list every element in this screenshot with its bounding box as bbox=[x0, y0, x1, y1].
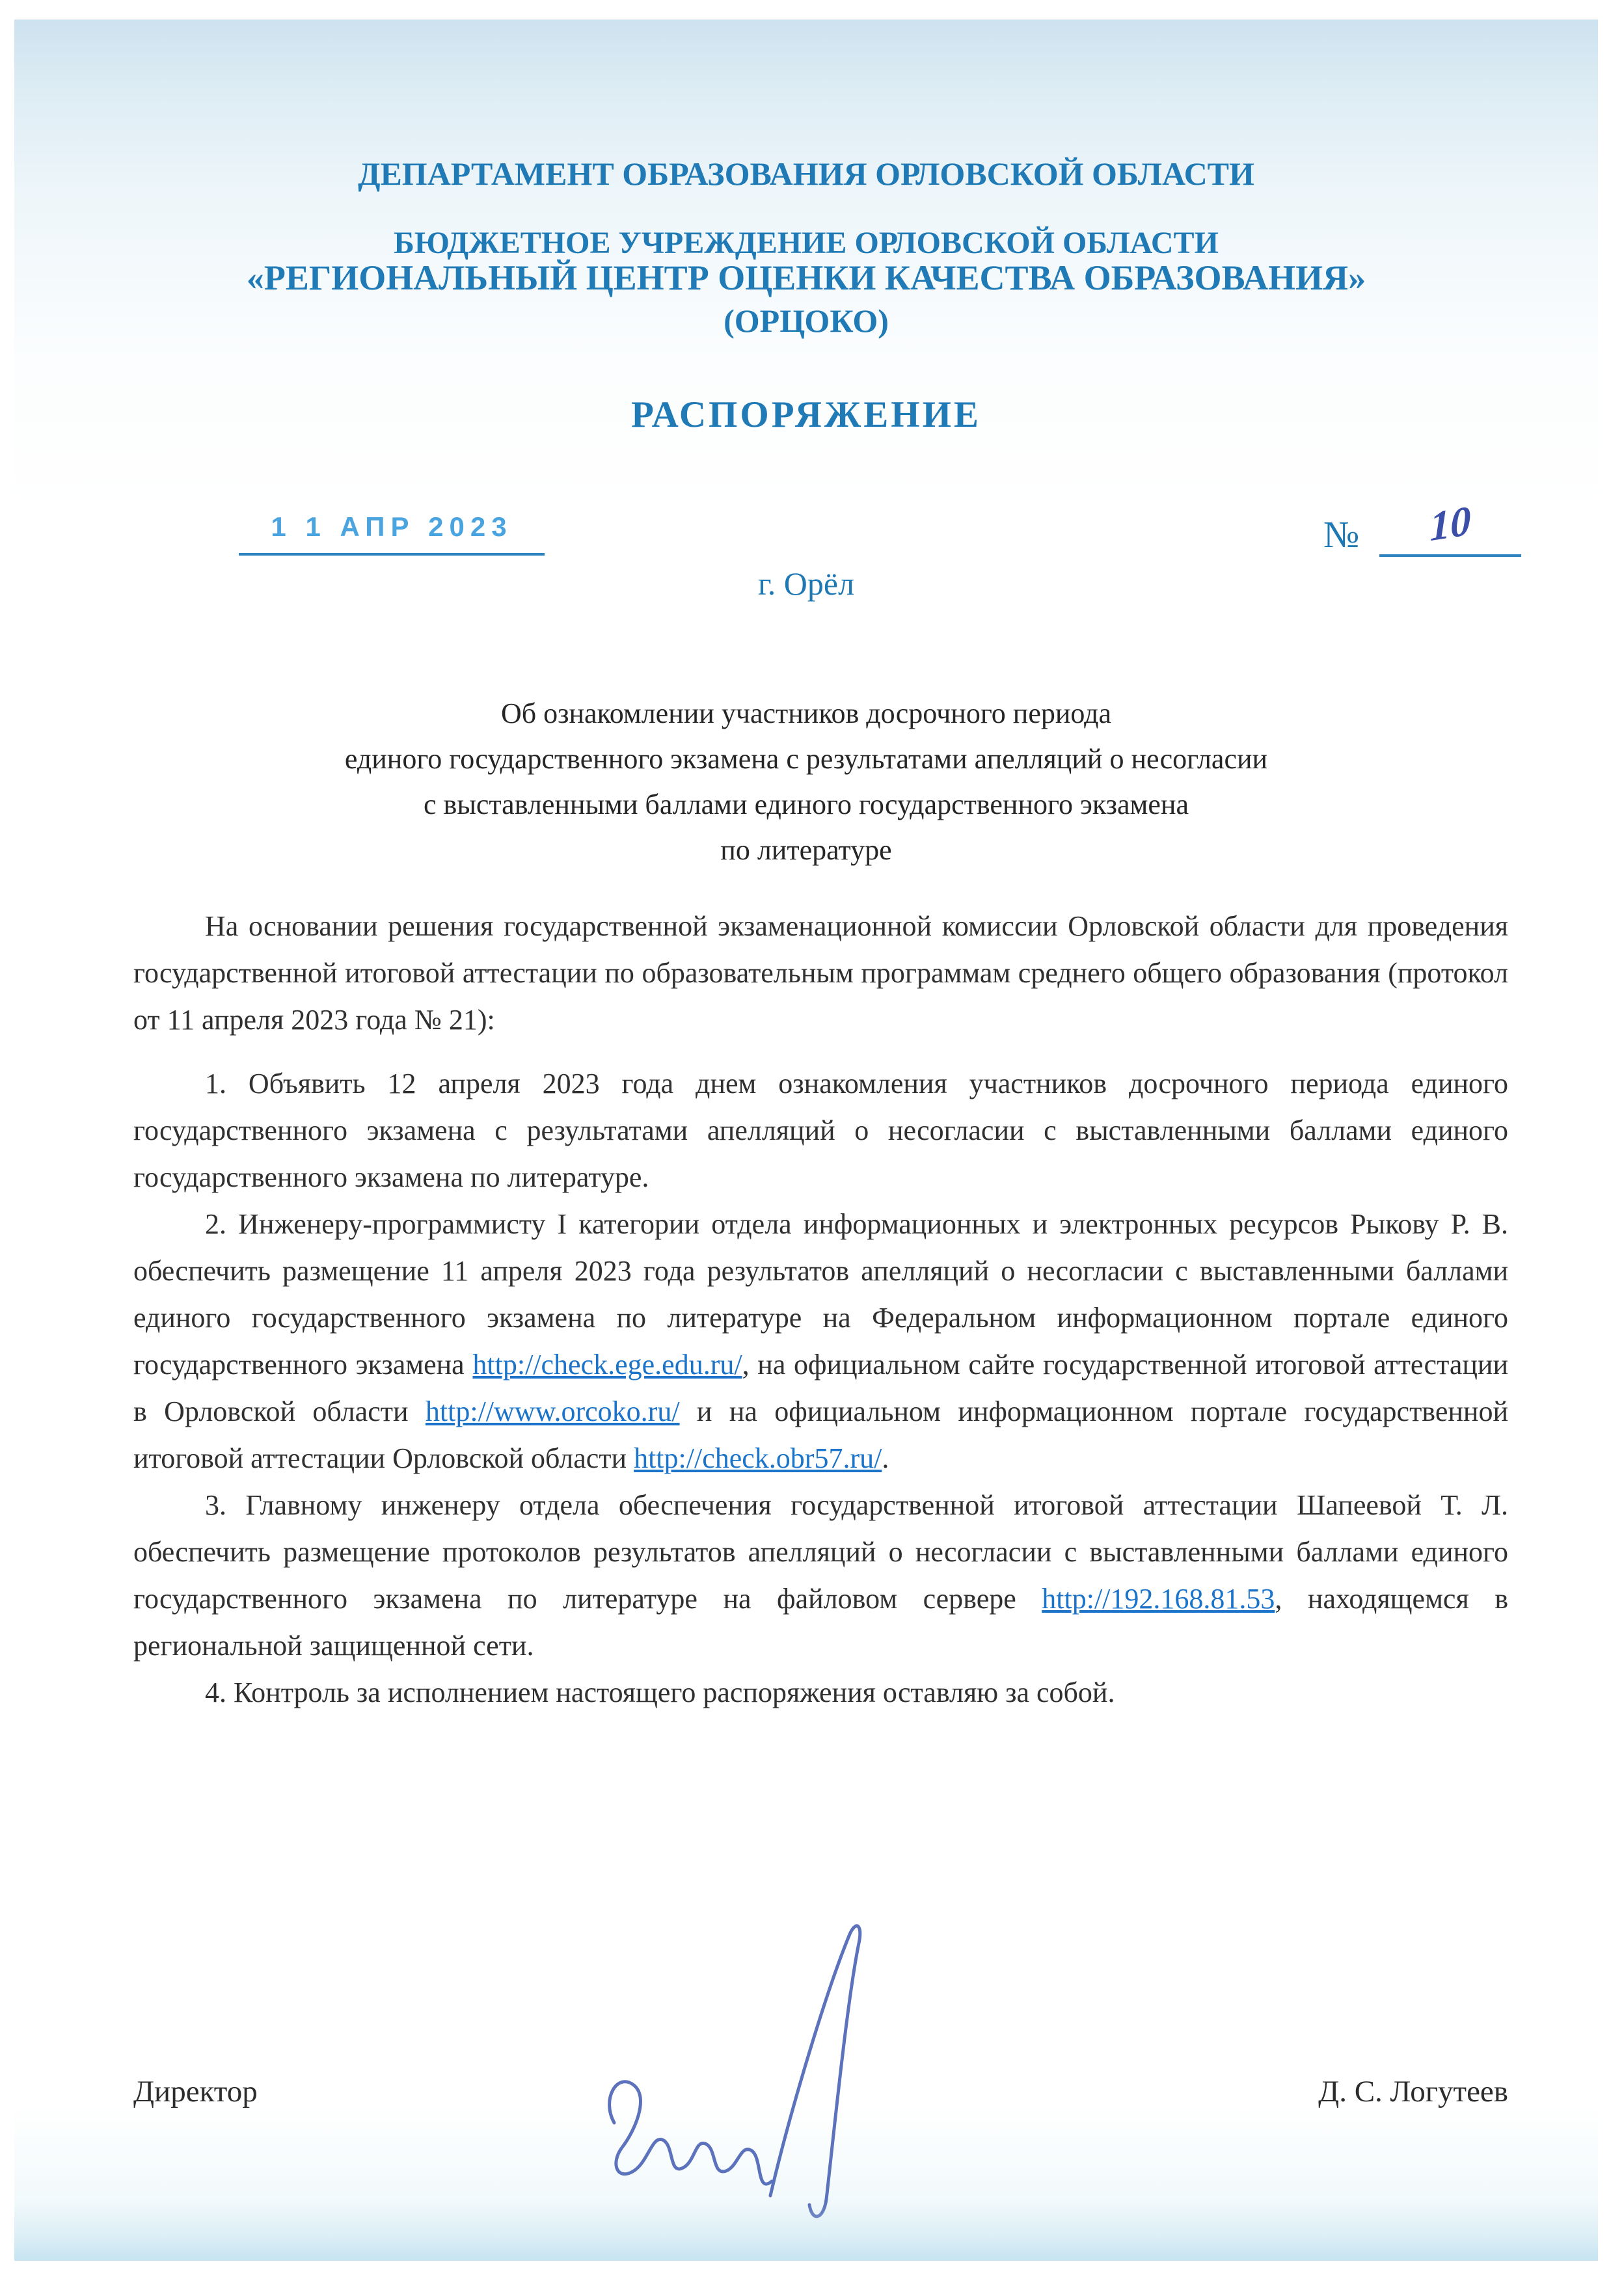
order-item-1: 1. Объявить 12 апреля 2023 года днем ознакомления участников досрочного периода единого государственного экзамена с результатами апелляций о несогласии с выставленными баллами единого государственного экзамена по литературе. bbox=[133, 1068, 1508, 1193]
title-line: с выставленными баллами единого государственного экзамена bbox=[424, 788, 1189, 820]
order-item-3-text: 3. Главному инженеру отдела обеспечения государственной итоговой аттестации Шапеевой Т. Л. обеспечить размещение протоколов результатов апелляций о несогласии с выставленными баллами единого государственного экзамена по литературе на файловом сервере bbox=[133, 1489, 1508, 1615]
document-body bbox=[133, 903, 1508, 1716]
signatory-role: Директор bbox=[133, 2075, 258, 2108]
scan-artifact-band bbox=[14, 2202, 1598, 2261]
order-item-3-text: , находящемся в региональной защищенной сети. bbox=[133, 1583, 1508, 1662]
order-item-2-text: и на официальном информационном портале государственной итоговой аттестации Орловской области bbox=[133, 1395, 1508, 1474]
link-orcoko-ru[interactable]: http://www.orcoko.ru/ bbox=[425, 1395, 680, 1427]
org-department-title: ДЕПАРТАМЕНТ ОБРАЗОВАНИЯ ОРЛОВСКОЙ ОБЛАСТИ bbox=[358, 155, 1254, 192]
link-check-obr57-ru[interactable]: http://check.obr57.ru/ bbox=[634, 1442, 882, 1474]
document-title bbox=[14, 691, 1598, 873]
document-number-handwritten: 10 bbox=[1429, 496, 1472, 550]
document-number-field bbox=[1379, 496, 1521, 557]
link-file-server-ip[interactable]: http://192.168.81.53 bbox=[1042, 1583, 1275, 1615]
title-line: единого государственного экзамена с результатами апелляций о несогласии bbox=[344, 743, 1268, 775]
signature-row bbox=[133, 2074, 1508, 2109]
order-item-4: 4. Контроль за исполнением настоящего распоряжения оставляю за собой. bbox=[205, 1677, 1115, 1708]
order-item-2 bbox=[133, 1201, 1508, 1482]
document-page bbox=[14, 20, 1598, 2261]
org-name: «РЕГИОНАЛЬНЫЙ ЦЕНТР ОЦЕНКИ КАЧЕСТВА ОБРАЗОВАНИЯ» bbox=[246, 258, 1366, 297]
date-stamp-field bbox=[239, 511, 545, 556]
order-item-2-text: 2. Инженеру-программисту I категории отдела информационных и электронных ресурсов Рыкову Р. В. обеспечить размещение 11 апреля 2023 года результатов апелляций о несогласии с выставленными баллами единого государственного экзамена по литературе на Федеральном информационном портале единого государственного экзамена bbox=[133, 1208, 1508, 1381]
org-abbreviation: (ОРЦОКО) bbox=[724, 303, 889, 339]
date-stamp: 1 1 АПР 2023 bbox=[271, 511, 513, 542]
order-item-3 bbox=[133, 1482, 1508, 1669]
document-number-label: № bbox=[1323, 513, 1360, 556]
title-line: Об ознакомлении участников досрочного периода bbox=[500, 697, 1112, 729]
order-item-2-text: . bbox=[882, 1442, 889, 1474]
title-line: по литературе bbox=[720, 834, 892, 866]
document-type-heading: РАСПОРЯЖЕНИЕ bbox=[631, 394, 981, 435]
link-check-ege-edu-ru[interactable]: http://check.ege.edu.ru/ bbox=[472, 1349, 742, 1381]
city-line: г. Орёл bbox=[757, 565, 855, 602]
signatory-name: Д. С. Логутеев bbox=[1318, 2075, 1508, 2108]
org-institution-type: БЮДЖЕТНОЕ УЧРЕЖДЕНИЕ ОРЛОВСКОЙ ОБЛАСТИ bbox=[394, 226, 1219, 260]
order-item-2-text: , на официальном сайте государственной итоговой аттестации в Орловской области bbox=[133, 1349, 1509, 1427]
preamble-paragraph: На основании решения государственной экзаменационной комиссии Орловской области для проведения государственной итоговой аттестации по образовательным программам среднего общего образования (протокол от 11 апреля 2023 года № 21): bbox=[133, 910, 1508, 1036]
